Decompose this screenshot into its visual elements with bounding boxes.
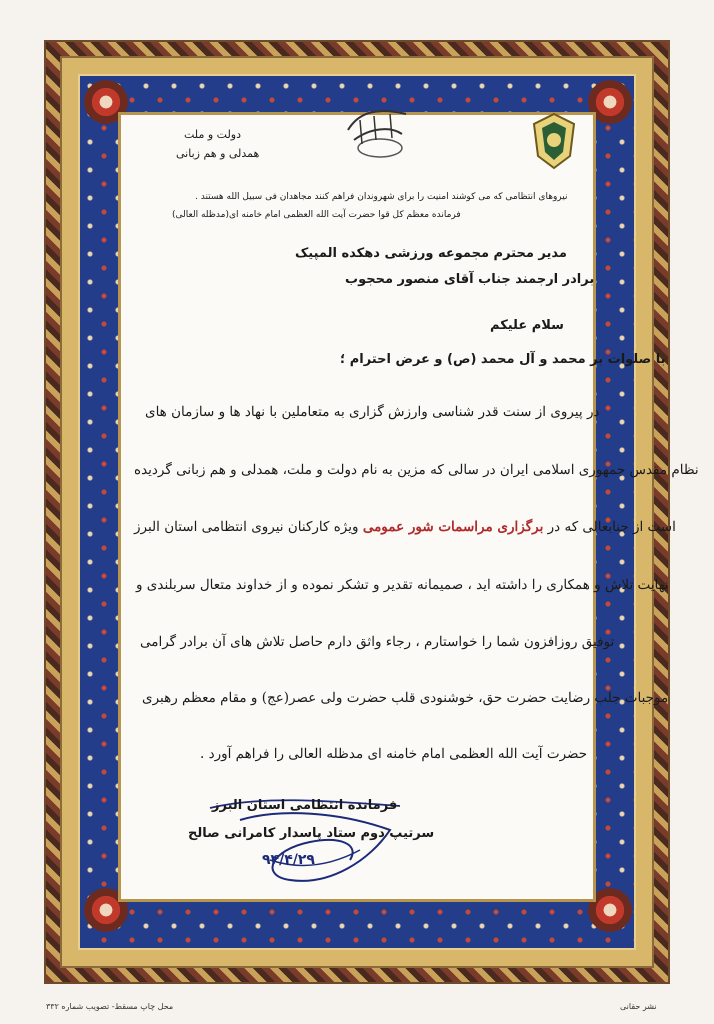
body-line-7: حضرت آیت الله العظمی امام خامنه ای مدظله العالی را فراهم آورد .: [200, 746, 588, 762]
signature-date: ۹۴/۴/۲۹: [262, 852, 315, 868]
signatory-title: فرمانده انتظامی استان البرز: [212, 798, 398, 813]
body-line-3-end: ویژه کارکنان نیروی انتظامی استان البرز: [134, 519, 359, 535]
quote-attribution: فرمانده معظم کل قوا حضرت آیت الله العظمی امام خامنه ای(مدظله العالی): [172, 210, 461, 220]
body-line-3: [134, 519, 676, 535]
motto-line-1: دولت و ملت: [184, 128, 242, 141]
addressee-title: مدیر محترم مجموعه ورزشی دهکده المپیک: [295, 246, 567, 261]
leader-quote: نیروهای انتظامی که می کوشند امنیت را برای شهروندان فراهم کنند مجاهدان فی سبیل الله هستند .: [195, 192, 568, 202]
highlighted-event-name: برگزاری مراسمات شور عمومی: [362, 519, 544, 535]
addressee-name: برادر ارجمند جناب آقای منصور محجوب: [345, 272, 595, 287]
greeting-salawat: با صلوات بر محمد و آل محمد (ص) و عرض احترام ؛: [340, 352, 666, 367]
greeting-salam: سلام علیکم: [490, 318, 564, 333]
certificate-paper: [118, 112, 596, 902]
body-line-6: موجبات جلب رضایت حضرت حق، خوشنودی قلب حضرت ولی عصر(عج) و مقام معظم رهبری: [142, 690, 669, 706]
body-line-1: در پیروی از سنت قدر شناسی وارزش گزاری به متعاملین با نهاد ها و سازمان های: [145, 404, 600, 420]
body-line-2: نظام مقدس جمهوری اسلامی ایران در سالی که مزین به نام دولت و ملت، همدلی و هم زبانی گردیده: [134, 462, 699, 478]
motto-line-2: همدلی و هم زبانی: [176, 147, 260, 160]
body-line-4: نهایت تلاش و همکاری را داشته اید ، صمیمانه تقدیر و تشکر نموده و از خداوند متعال سربلندی و: [136, 577, 669, 593]
body-line-3-start: است از جنابعالی که در: [547, 519, 676, 535]
body-line-5: توفیق روزافزون شما را خواستارم ، رجاء واثق دارم حاصل تلاش های آن برادر گرامی: [140, 634, 615, 650]
publisher-note: نشر حقانی: [620, 1002, 657, 1011]
police-emblem-icon: [530, 112, 578, 170]
print-note: محل چاپ مسقط- تصویب شماره ۳۳۲: [46, 1002, 174, 1011]
signatory-name: سرتیپ دوم ستاد پاسدار کامرانی صالح: [188, 826, 435, 841]
calligraphy-logo-icon: [340, 100, 414, 162]
